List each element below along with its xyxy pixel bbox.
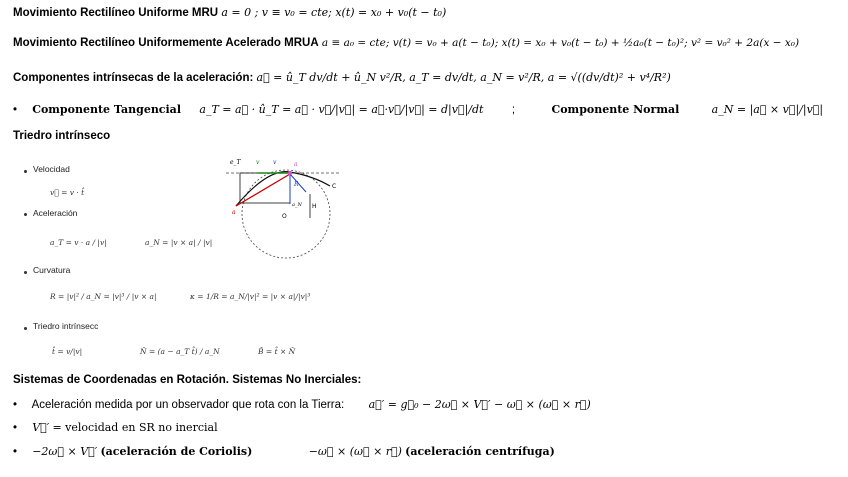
- h-label: H: [312, 203, 317, 210]
- tangential-normal-line: [13, 103, 823, 116]
- rotation-heading: Sistemas de Coordenadas en Rotación. Sistemas No Inerciales:: [13, 374, 362, 386]
- c-label: C: [332, 183, 337, 190]
- bullet-icon: [24, 170, 27, 173]
- item-curvatura: Curvatura: [33, 265, 71, 275]
- coriolis-label: (aceleración de Coriolis): [100, 445, 253, 458]
- mrua-formula: a ≡ a₀ = cte; v(t) = v₀ + a(t − t₀); x(t) = x₀ + v₀(t − t₀) + ½a₀(t − t₀)²; v² = v₀² + 2a(x − x₀): [321, 37, 800, 49]
- a-left-label: a: [232, 209, 236, 216]
- r-label: R: [294, 181, 299, 188]
- curv-formula-kappa: κ = 1/R = a_N/|v|² = |v × a|/|v|³: [190, 292, 311, 301]
- rotation-item-1: [13, 398, 591, 411]
- bullet-icon: •: [13, 104, 18, 116]
- triedro-b-formula: B̂ = t̂ × N̂: [258, 347, 296, 356]
- bullet-icon: •: [13, 422, 18, 434]
- point-marker: [288, 171, 292, 175]
- bullet-icon: •: [13, 446, 18, 458]
- rotation-item-1-text: Aceleración medida por un observador que rota con la Tierra:: [31, 399, 345, 411]
- bullet-icon: •: [13, 399, 18, 411]
- centrifugal-formula: −ω⃗ × (ω⃗ × r⃗): [308, 445, 402, 458]
- rotation-item-1-formula: a⃗′ = g⃗₀ − 2ω⃗ × V⃗′ − ω⃗ × (ω⃗ × r⃗): [368, 398, 591, 411]
- rotation-item-2-formula: V⃗′: [32, 421, 50, 434]
- item-aceleracion: Aceleración: [33, 208, 78, 218]
- acceleration-arrow: [236, 174, 290, 206]
- item-velocidad: Velocidad: [33, 164, 70, 174]
- bullet-icon: [24, 213, 27, 216]
- normal-formula: a_N = |a⃗ × v⃗|/|v⃗|: [711, 103, 824, 116]
- mru-formula: a = 0 ; v ≡ v₀ = cte; x(t) = x₀ + v₀(t − t₀): [221, 6, 447, 19]
- centrifugal-label: (aceleración centrífuga): [405, 445, 555, 458]
- o-label: O: [282, 213, 287, 220]
- rotation-item-2-text: = velocidad en SR no inercial: [52, 421, 218, 434]
- en-label: a_N: [292, 202, 302, 208]
- tangential-formula: a_T = a⃗ · û_T = a⃗ · v⃗/|v⃗| = a⃗·v⃗/|v⃗| = d|v⃗|/dt: [199, 103, 484, 116]
- mru-line: [13, 6, 446, 19]
- mru-label: Movimiento Rectilíneo Uniforme MRU: [13, 7, 219, 19]
- components-label: Componentes intrínsecas de la aceleración:: [13, 72, 254, 84]
- a-label: a: [294, 161, 298, 168]
- bullet-icon: [24, 271, 27, 274]
- et-label: e_T: [230, 159, 241, 166]
- triedro-t-formula: t̂ = v/|v|: [52, 347, 83, 356]
- triedro-n-formula: N̂ = (a − a_T t̂) / a_N: [140, 347, 220, 356]
- separator-semicolon: ;: [511, 104, 516, 116]
- components-line: [13, 71, 671, 84]
- tangential-label: Componente Tangencial: [32, 103, 181, 116]
- bullet-icon: [24, 327, 27, 330]
- components-formula: a⃗ = û_T dv/dt + û_N v²/R, a_T = dv/dt, a_N = v²/R, a = √((dv/dt)² + v⁴/R²): [256, 71, 671, 84]
- item-triedro: Triedro intrínsecc: [33, 321, 99, 331]
- mrua-line: [13, 37, 799, 49]
- triedro-heading: Triedro intrínseco: [13, 130, 111, 142]
- curv-formula-radius: R = |v|² / a_N = |v|³ / |v × a|: [50, 292, 157, 301]
- rotation-item-2: [13, 421, 218, 434]
- vel-formula: v⃗ = v · t̂: [50, 188, 85, 197]
- v-label: v: [256, 159, 260, 166]
- coriolis-formula: −2ω⃗ × V⃗′: [32, 445, 98, 458]
- acc-formula-normal: a_N = |v × a| / |v|: [145, 238, 213, 247]
- acc-formula-tangential: a_T = v · a / |v|: [50, 238, 107, 247]
- vvec-label: v: [273, 159, 277, 166]
- rotation-item-3: [13, 445, 555, 458]
- triedro-diagram: [218, 156, 348, 266]
- normal-label: Componente Normal: [551, 103, 680, 116]
- mrua-label: Movimiento Rectilíneo Uniformemente Acelerado MRUA: [13, 37, 319, 49]
